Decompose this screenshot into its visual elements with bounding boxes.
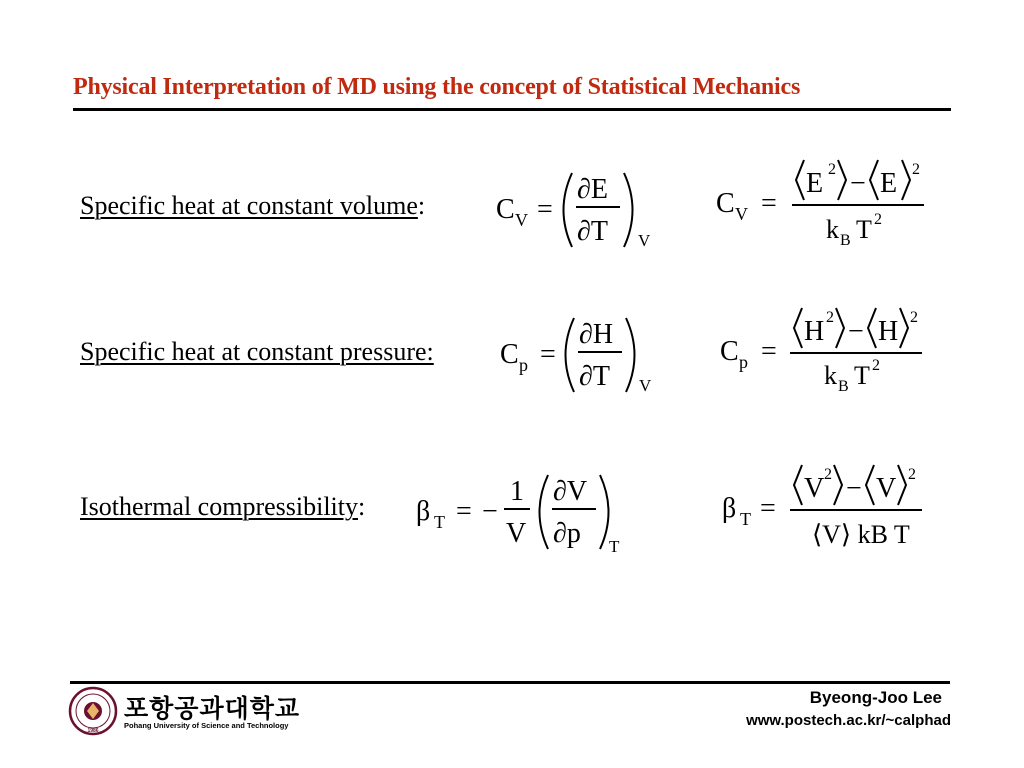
svg-text:−: −: [846, 473, 862, 504]
svg-text:=: =: [537, 194, 553, 225]
svg-text:β: β: [722, 493, 737, 524]
postech-logo: [68, 686, 118, 741]
svg-text:V: V: [515, 210, 528, 230]
beta-fluctuation-equation: [718, 455, 948, 555]
svg-text:k: k: [826, 215, 839, 244]
svg-text:2: 2: [824, 466, 832, 483]
svg-text:p: p: [519, 355, 528, 375]
beta-derivative-equation: [412, 462, 632, 562]
svg-text:V: V: [876, 473, 897, 504]
svg-text:C: C: [716, 188, 735, 219]
university-name-korean: 포항공과대학교: [124, 694, 301, 723]
svg-text:k: k: [824, 361, 837, 390]
svg-text:−: −: [848, 316, 864, 347]
svg-text:T: T: [854, 361, 870, 390]
svg-text:2: 2: [908, 466, 916, 483]
svg-text:∂V: ∂V: [553, 476, 588, 507]
svg-text:1: 1: [510, 476, 524, 507]
svg-text:∂E: ∂E: [577, 174, 608, 205]
svg-text:2: 2: [912, 161, 920, 178]
svg-text:V: V: [506, 518, 527, 549]
label-isothermal-compressibility: Isothermal compressibility:: [80, 492, 366, 521]
svg-text:1986: 1986: [87, 728, 99, 734]
cp-derivative-equation: [496, 305, 676, 405]
svg-text:2: 2: [910, 309, 918, 326]
svg-text:=: =: [456, 496, 472, 527]
svg-text:2: 2: [874, 211, 882, 228]
svg-text:C: C: [720, 336, 739, 367]
slide-title: Physical Interpretation of MD using the concept of Statistical Mechanics: [73, 74, 801, 100]
svg-text:2: 2: [872, 357, 880, 374]
university-name-english: Pohang University of Science and Technology: [124, 721, 289, 730]
svg-text:C: C: [496, 194, 515, 225]
svg-text:V: V: [735, 204, 748, 224]
svg-text:=: =: [761, 336, 777, 367]
svg-text:=: =: [540, 339, 556, 370]
author-name: Byeong-Joo Lee: [809, 688, 942, 707]
svg-text:2: 2: [828, 161, 836, 178]
svg-text:−: −: [482, 496, 498, 527]
svg-text:E: E: [880, 168, 898, 199]
svg-text:−: −: [850, 168, 866, 199]
svg-text:V: V: [638, 231, 651, 250]
svg-text:∂T: ∂T: [577, 216, 608, 247]
svg-text:∂p: ∂p: [553, 518, 581, 549]
svg-text:=: =: [761, 188, 777, 219]
beta-denominator: ⟨V⟩ kB T: [812, 520, 910, 549]
svg-text:T: T: [856, 215, 872, 244]
svg-text:p: p: [739, 352, 748, 372]
footer-divider: [70, 681, 950, 684]
svg-text:T: T: [609, 537, 620, 556]
svg-text:T: T: [740, 509, 751, 529]
label-specific-heat-volume: Specific heat at constant volume:: [80, 191, 426, 220]
title-divider: [73, 108, 951, 111]
svg-text:H: H: [878, 316, 899, 347]
svg-text:H: H: [804, 316, 825, 347]
svg-text:V: V: [639, 376, 652, 395]
svg-text:E: E: [806, 168, 824, 199]
svg-text:=: =: [760, 493, 776, 524]
svg-text:T: T: [434, 512, 445, 532]
svg-text:β: β: [416, 496, 431, 527]
author-url: www.postech.ac.kr/~calphad: [746, 712, 951, 729]
svg-text:V: V: [804, 473, 825, 504]
cv-derivative-equation: [490, 160, 670, 260]
svg-text:B: B: [840, 232, 851, 249]
label-specific-heat-pressure: Specific heat at constant pressure:: [80, 337, 434, 366]
svg-text:∂H: ∂H: [579, 319, 614, 350]
cp-fluctuation-equation: [716, 298, 946, 398]
cv-fluctuation-equation: [712, 150, 942, 250]
svg-text:∂T: ∂T: [579, 361, 610, 392]
svg-text:C: C: [500, 339, 519, 370]
svg-text:2: 2: [826, 309, 834, 326]
svg-text:B: B: [838, 378, 849, 395]
postech-logo-icon: [68, 686, 118, 736]
